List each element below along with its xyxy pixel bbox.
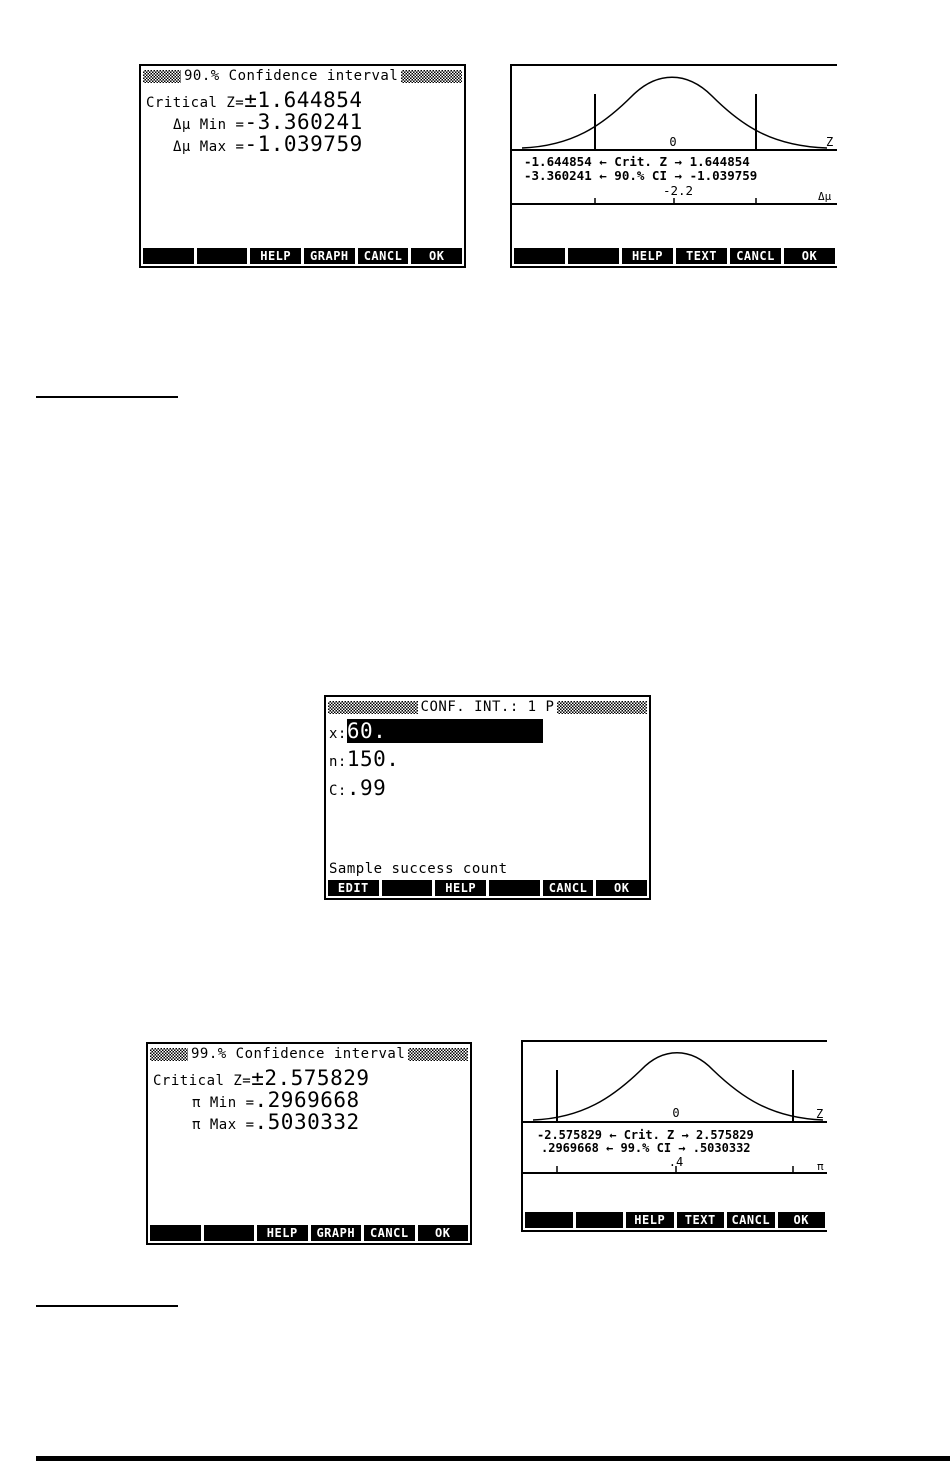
- help-softkey[interactable]: HELP: [622, 248, 673, 264]
- cancel-softkey[interactable]: CANCL: [727, 1212, 775, 1228]
- footer-rule: [36, 1456, 950, 1461]
- critical-z-label: Critical Z=: [153, 1073, 252, 1089]
- critical-z-label: Critical Z=: [146, 95, 245, 111]
- confidence-interval-graph-screen: [510, 64, 837, 268]
- header-dither-right: [401, 70, 462, 83]
- min-label: Δμ Min =: [173, 117, 245, 133]
- center-label: .4: [668, 1155, 684, 1169]
- zero-label: 0: [669, 135, 677, 149]
- proportion-ci-graph-screen: [521, 1040, 827, 1232]
- critical-z-value: ±2.575829: [251, 1066, 370, 1090]
- max-label: Δμ Max =: [173, 139, 245, 155]
- status-line: Sample success count: [329, 861, 508, 877]
- section-rule: [36, 1305, 178, 1307]
- text-softkey[interactable]: TEXT: [676, 248, 727, 264]
- ok-softkey[interactable]: OK: [596, 880, 647, 896]
- confidence-interval-text-screen: [139, 64, 466, 268]
- crit-z-line: -2.575829 ← Crit. Z → 2.575829: [537, 1128, 754, 1142]
- min-value: -3.360241: [244, 110, 363, 134]
- z-label: Z: [826, 135, 834, 149]
- softkey-bar: [514, 248, 835, 264]
- help-softkey[interactable]: HELP: [257, 1225, 308, 1241]
- ok-softkey[interactable]: OK: [784, 248, 835, 264]
- screen-header: [328, 699, 647, 715]
- conf-int-input-form: [324, 695, 651, 900]
- proportion-ci-text-screen: [146, 1042, 472, 1245]
- normal-curve-graph: [523, 1042, 827, 1214]
- max-row: [173, 132, 363, 156]
- cancel-softkey[interactable]: CANCL: [358, 248, 409, 264]
- screen-header: [143, 68, 462, 84]
- graph-softkey[interactable]: GRAPH: [304, 248, 355, 264]
- ok-softkey[interactable]: OK: [778, 1212, 826, 1228]
- softkey-bar: [525, 1212, 825, 1228]
- screen-header: [150, 1046, 468, 1062]
- header-dither-right: [408, 1048, 468, 1061]
- field-label-c: C:: [329, 783, 347, 799]
- softkey-4[interactable]: [489, 880, 540, 896]
- edit-softkey[interactable]: EDIT: [328, 880, 379, 896]
- ci-line: -3.360241 ← 90.% CI → -1.039759: [524, 168, 758, 183]
- min-row: [192, 1088, 360, 1112]
- header-dither-right: [557, 701, 647, 714]
- softkey-1[interactable]: [143, 248, 194, 264]
- confidence-level-field[interactable]: .99: [346, 776, 387, 800]
- ok-softkey[interactable]: OK: [418, 1225, 469, 1241]
- header-dither-left: [328, 701, 418, 714]
- cancel-softkey[interactable]: CANCL: [543, 880, 594, 896]
- zero-label: 0: [672, 1106, 680, 1120]
- ok-softkey[interactable]: OK: [411, 248, 462, 264]
- min-label: π Min =: [192, 1095, 255, 1111]
- critical-z-row: [153, 1066, 370, 1090]
- min-row: [173, 110, 363, 134]
- graph-softkey[interactable]: GRAPH: [311, 1225, 362, 1241]
- softkey-2[interactable]: [382, 880, 433, 896]
- success-count-field[interactable]: 60.: [347, 719, 543, 743]
- max-value: .5030332: [254, 1110, 360, 1134]
- screen-title: 99.% Confidence interval: [191, 1046, 406, 1062]
- softkey-2[interactable]: [204, 1225, 255, 1241]
- softkey-bar: [150, 1225, 468, 1241]
- softkey-bar: [143, 248, 462, 264]
- screen-title: 90.% Confidence interval: [184, 68, 399, 84]
- field-label-n: n:: [329, 754, 347, 770]
- softkey-2[interactable]: [197, 248, 248, 264]
- max-label: π Max =: [192, 1117, 255, 1133]
- softkey-1[interactable]: [514, 248, 565, 264]
- center-label: -2.2: [662, 183, 694, 198]
- field-row-c[interactable]: [329, 776, 386, 800]
- axis-label: Δμ: [818, 190, 832, 203]
- min-value: .2969668: [254, 1088, 360, 1112]
- cancel-softkey[interactable]: CANCL: [730, 248, 781, 264]
- header-dither-left: [143, 70, 181, 83]
- max-row: [192, 1110, 360, 1134]
- field-row-x[interactable]: [329, 719, 543, 743]
- critical-z-row: [146, 88, 363, 112]
- help-softkey[interactable]: HELP: [626, 1212, 674, 1228]
- help-softkey[interactable]: HELP: [435, 880, 486, 896]
- help-softkey[interactable]: HELP: [250, 248, 301, 264]
- cancel-softkey[interactable]: CANCL: [364, 1225, 415, 1241]
- softkey-1[interactable]: [150, 1225, 201, 1241]
- ci-line: .2969668 ← 99.% CI → .5030332: [541, 1141, 751, 1155]
- field-row-n[interactable]: [329, 747, 399, 771]
- softkey-2[interactable]: [568, 248, 619, 264]
- max-value: -1.039759: [244, 132, 363, 156]
- z-label: Z: [816, 1107, 824, 1121]
- sample-size-field[interactable]: 150.: [346, 747, 400, 771]
- crit-z-line: -1.644854 ← Crit. Z → 1.644854: [524, 154, 750, 169]
- softkey-2[interactable]: [576, 1212, 624, 1228]
- field-label-x: x:: [329, 726, 347, 742]
- header-dither-left: [150, 1048, 188, 1061]
- softkey-1[interactable]: [525, 1212, 573, 1228]
- normal-curve-graph: [512, 66, 837, 250]
- screen-title: CONF. INT.: 1 P: [420, 699, 555, 715]
- axis-label: π: [817, 1160, 824, 1173]
- softkey-bar: [328, 880, 647, 896]
- critical-z-value: ±1.644854: [244, 88, 363, 112]
- text-softkey[interactable]: TEXT: [677, 1212, 725, 1228]
- section-rule: [36, 396, 178, 398]
